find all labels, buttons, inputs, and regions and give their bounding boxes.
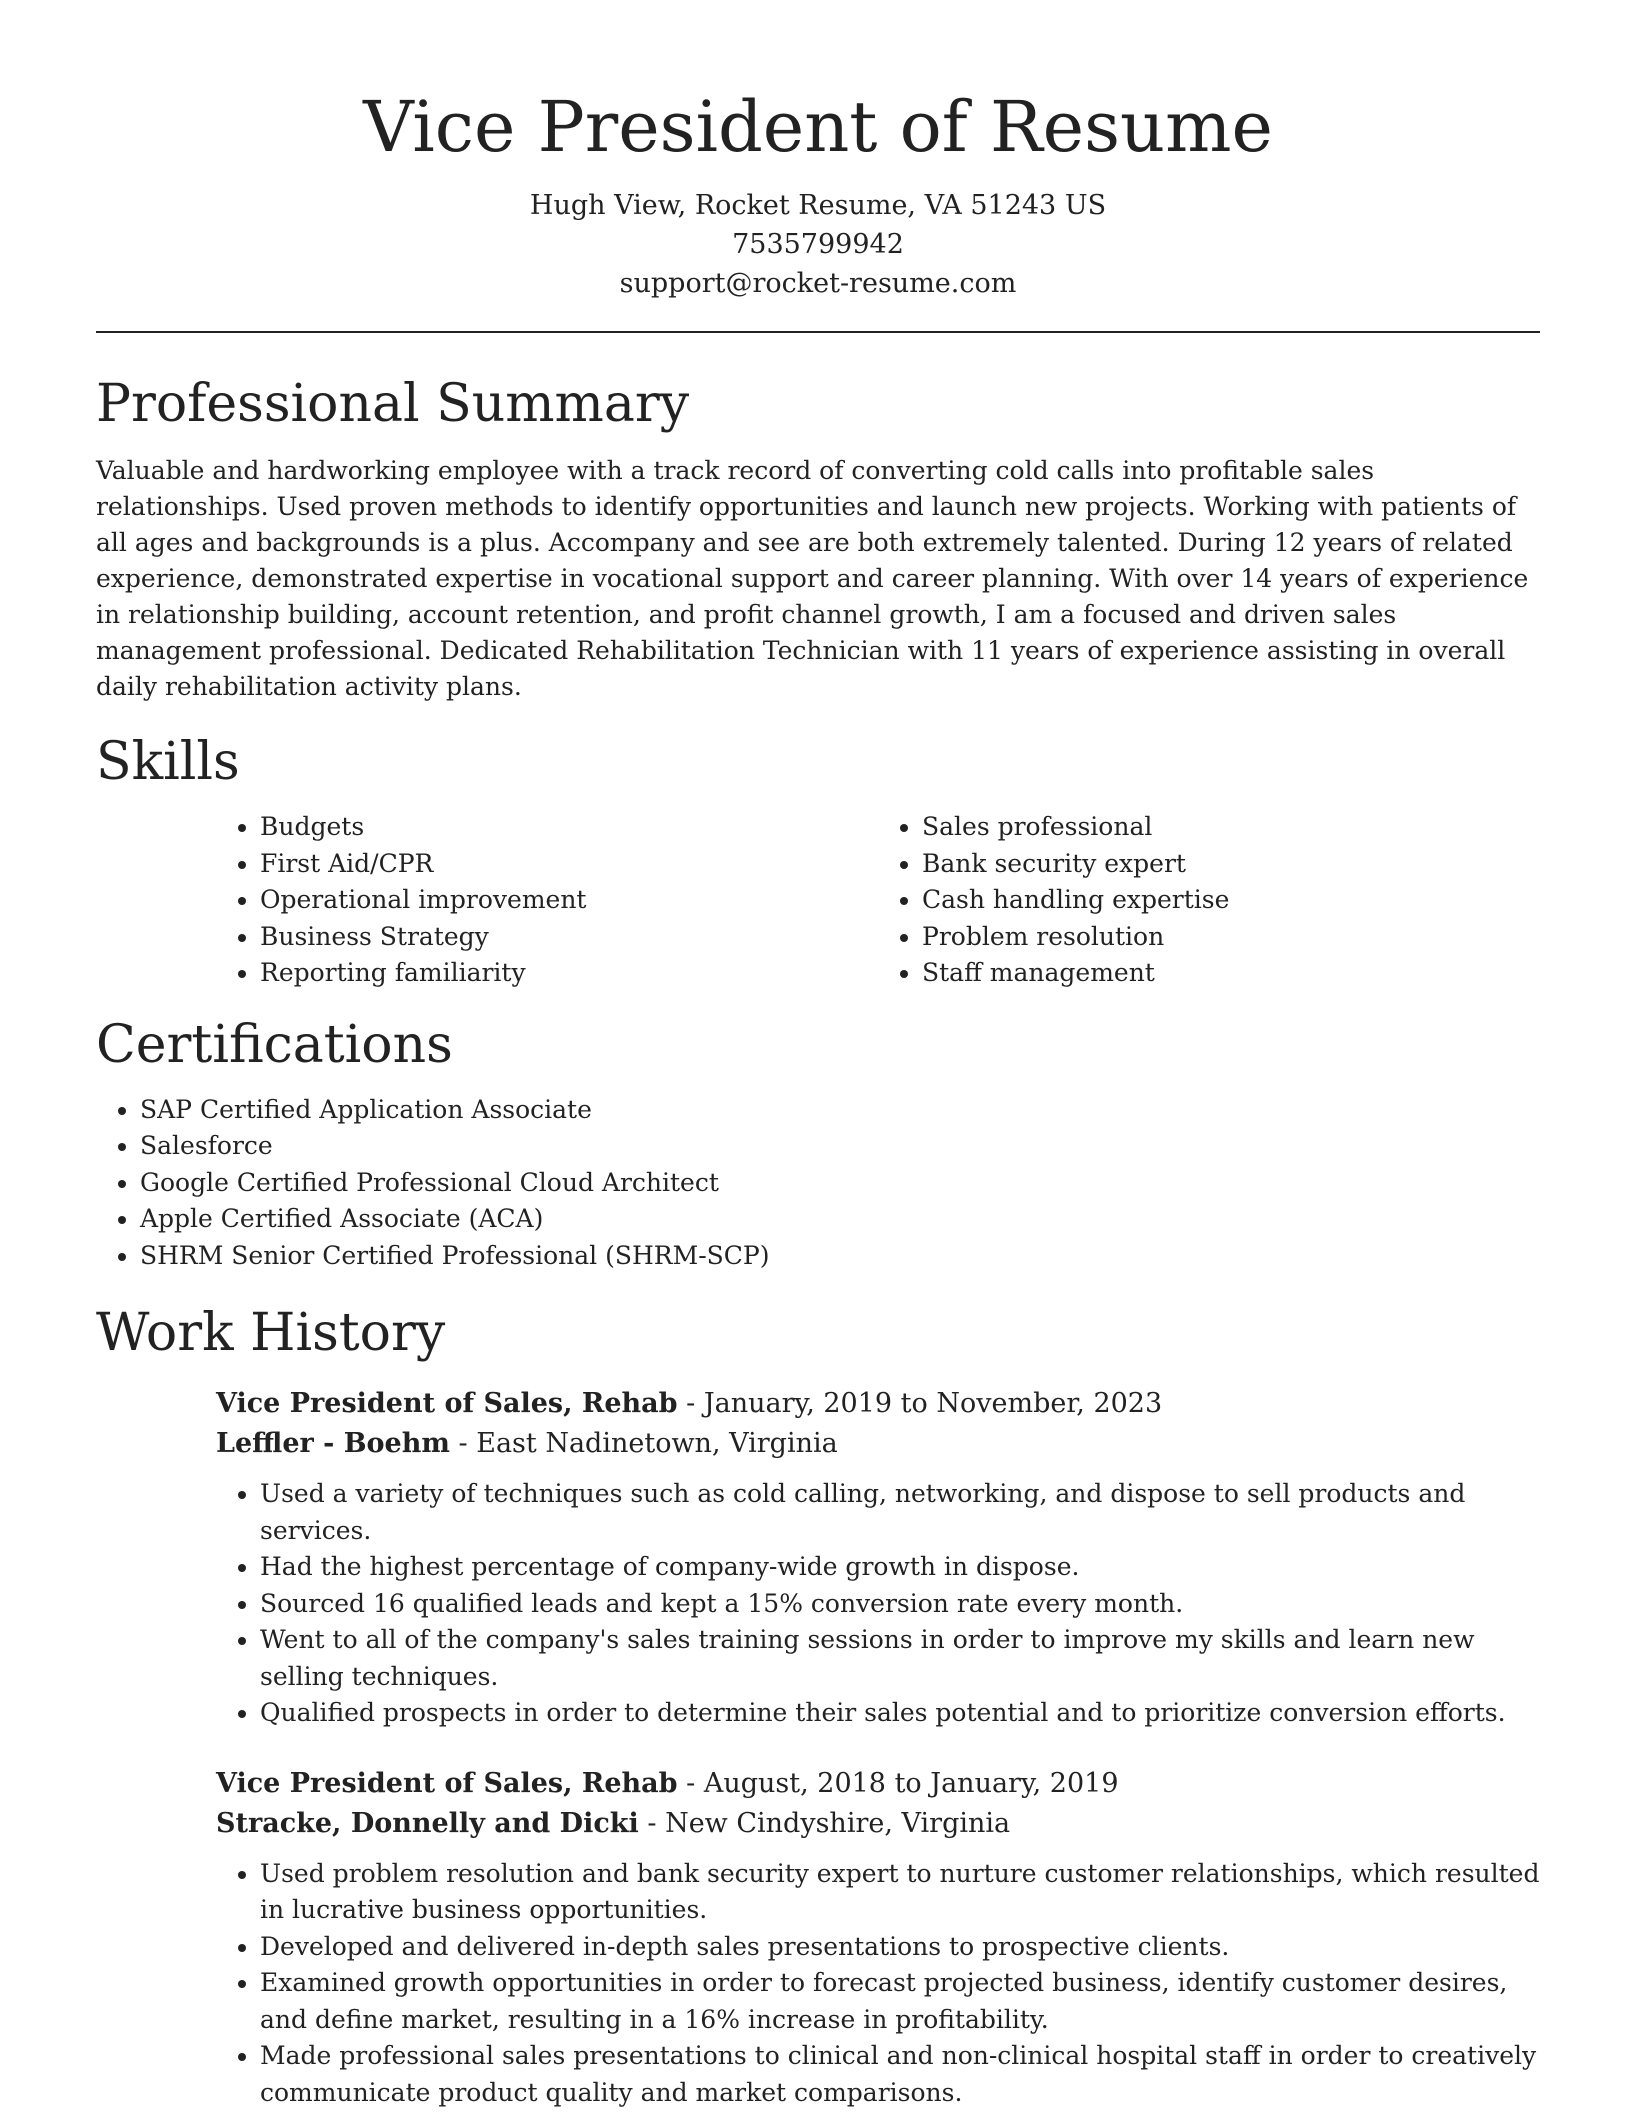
job-entry [216, 1384, 1540, 1732]
skill-item: • Reporting familiarity [260, 955, 878, 992]
skill-item: • Staff management [922, 955, 1540, 992]
job-bullet: • Used a variety of techniques such as cold calling, networking, and dispose to sell products and services. [260, 1476, 1540, 1549]
certification-item: • SHRM Senior Certified Professional (SHRM-SCP) [140, 1238, 1540, 1275]
job-bullet: • Qualified prospects in order to determine their sales potential and to prioritize conversion efforts. [260, 1695, 1540, 1732]
certification-item: • Apple Certified Associate (ACA) [140, 1201, 1540, 1238]
contact-address: Hugh View, Rocket Resume, VA 51243 US [529, 190, 1107, 221]
skill-item: • Problem resolution [922, 919, 1540, 956]
work-history-section [96, 1298, 1540, 2111]
skill-item: • Bank security expert [922, 846, 1540, 883]
job-bullet: • Went to all of the company's sales training sessions in order to improve my skills and learn new selling techniques. [260, 1622, 1540, 1695]
section-title-summary: Professional Summary [96, 374, 690, 434]
job-bullet: • Developed and delivered in-depth sales presentations to prospective clients. [260, 1929, 1540, 1966]
job-bullet: • Sourced 16 qualified leads and kept a 15% conversion rate every month. [260, 1586, 1540, 1623]
section-title-skills: Skills [96, 732, 240, 792]
job-bullet: • Examined growth opportunities in order to forecast projected business, identify customer desires, and define market, resulting in a 16% increase in profitability. [260, 1965, 1540, 2038]
job-dates: January, 2019 to November, 2023 [703, 1388, 1163, 1419]
skill-item: • Business Strategy [260, 919, 878, 956]
certifications-list [96, 1092, 1540, 1275]
certification-item: • Salesforce [140, 1128, 1540, 1165]
summary-text: Valuable and hardworking employee with a track record of converting cold calls into profitable sales relationships. Used proven methods to identify opportunities and launch new projects. Working with patients of all ages and backgrounds is a plus. Accompany and see are both extremely talented. During 12 years of related experience, demonstrated expertise in vocational support and career planning. With over 14 years of experience in relationship building, account retention, and profit channel growth, I am a focused and driven sales management professional. Dedicated Rehabilitation Technician with 11 years of experience assisting in overall daily rehabilitation activity plans. [96, 456, 1529, 701]
job-separator: - [449, 1428, 477, 1459]
job-bullet: • Had the highest percentage of company-wide growth in dispose. [260, 1549, 1540, 1586]
header-divider [96, 331, 1540, 333]
skills-list-left [216, 809, 878, 992]
job-separator: - [677, 1388, 704, 1419]
contact-phone: 7535799942 [732, 229, 904, 260]
skill-item: • Operational improvement [260, 882, 878, 919]
section-title-certifications: Certifications [96, 1014, 453, 1075]
job-location: East Nadinetown, Virginia [476, 1428, 838, 1459]
job-bullets [216, 1856, 1540, 2112]
contact-block [96, 186, 1540, 303]
job-title-line [216, 1384, 1540, 1424]
skills-section [96, 727, 1540, 992]
resume-header [96, 0, 1540, 303]
resume-page [96, 0, 1540, 2111]
job-dates: August, 2018 to January, 2019 [703, 1767, 1119, 1799]
job-company: Leffler - Boehm [216, 1428, 450, 1459]
job-title: Vice President of Sales, Rehab [216, 1388, 678, 1419]
certification-item: • Google Certified Professional Cloud Architect [140, 1165, 1540, 1202]
job-title-line [216, 1764, 1540, 1804]
job-title: Vice President of Sales, Rehab [216, 1767, 678, 1799]
summary-section [96, 369, 1540, 705]
certifications-section [96, 1010, 1540, 1275]
skills-list-right [878, 809, 1540, 992]
job-separator: - [677, 1767, 704, 1799]
contact-email: support@rocket-resume.com [619, 268, 1017, 299]
section-title-work-history: Work History [96, 1303, 446, 1363]
job-bullet: • Used problem resolution and bank security expert to nurture customer relationships, which resulted in lucrative business opportunities. [260, 1856, 1540, 1929]
job-company: Stracke, Donnelly and Dicki [216, 1807, 639, 1839]
job-bullets [216, 1476, 1540, 1732]
skill-item: • Cash handling expertise [922, 882, 1540, 919]
resume-name: Vice President of Resume [363, 86, 1273, 168]
job-entry [216, 1764, 1540, 2112]
skill-item: • Sales professional [922, 809, 1540, 846]
job-bullet: • Made professional sales presentations to clinical and non-clinical hospital staff in order to creatively communicate product quality and market comparisons. [260, 2038, 1540, 2111]
job-company-line [216, 1424, 1540, 1464]
skills-grid [216, 809, 1540, 992]
skill-item: • Budgets [260, 809, 878, 846]
certification-item: • SAP Certified Application Associate [140, 1092, 1540, 1129]
skill-item: • First Aid/CPR [260, 846, 878, 883]
job-company-line [216, 1804, 1540, 1844]
job-separator: - [638, 1807, 666, 1839]
job-location: New Cindyshire, Virginia [665, 1807, 1011, 1839]
